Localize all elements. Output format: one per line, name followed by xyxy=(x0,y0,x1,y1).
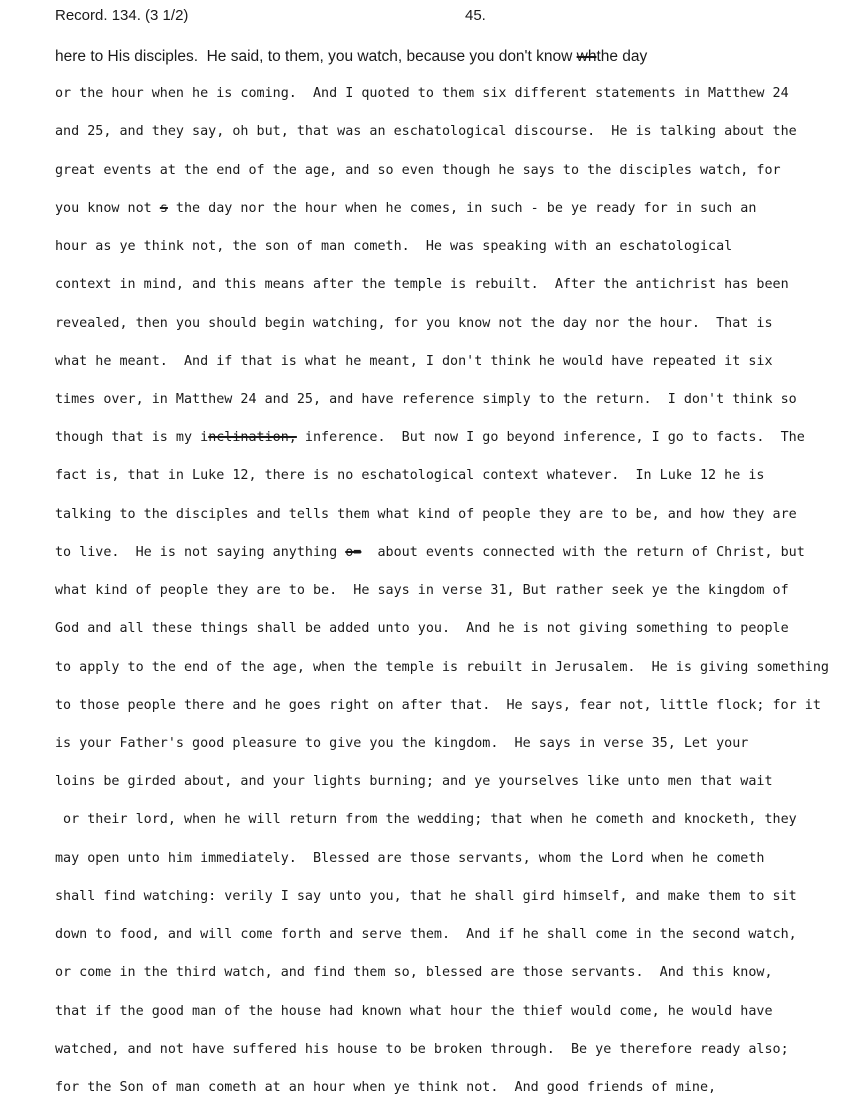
text-segment: or the hour when he is coming. And I quoted to them six different statements in Matthew 24 xyxy=(55,86,789,102)
text-segment: down to food, and will come forth and serve them. And if he shall come in the second watch, xyxy=(55,927,797,943)
text-segment: may open unto him immediately. Blessed are those servants, whom the Lord when he cometh xyxy=(55,850,765,866)
text-line xyxy=(55,239,732,254)
text-line xyxy=(55,889,797,904)
text-line xyxy=(55,621,789,636)
text-line xyxy=(55,698,821,713)
text-line xyxy=(55,354,773,369)
text-line xyxy=(55,201,756,216)
text-line xyxy=(55,48,647,66)
text-line xyxy=(55,124,797,139)
text-segment: for the Son of man cometh at an hour when ye think not. And good friends of mine, xyxy=(55,1079,717,1095)
text-segment: great events at the end of the age, and so even though he says to the disciples watch, for xyxy=(55,162,781,178)
text-segment: to apply to the end of the age, when the temple is rebuilt in Jerusalem. He is giving something xyxy=(55,659,829,675)
text-line xyxy=(55,545,805,560)
text-line xyxy=(55,927,797,942)
text-segment: to live. He is not saying anything xyxy=(55,544,346,560)
text-segment: what kind of people they are to be. He says in verse 31, But rather seek ye the kingdom of xyxy=(55,583,789,599)
text-line xyxy=(55,507,797,522)
text-segment: or their lord, when he will return from the wedding; that when he cometh and knocketh, they xyxy=(55,812,797,828)
text-line xyxy=(55,430,805,445)
text-segment: the day nor the hour when he comes, in such - be ye ready for in such an xyxy=(167,200,757,216)
struck-text: s xyxy=(159,200,168,216)
text-segment: God and all these things shall be added unto you. And he is not giving something to people xyxy=(55,621,789,637)
text-line xyxy=(55,316,773,331)
text-line xyxy=(55,774,773,789)
text-line xyxy=(55,583,789,598)
text-line xyxy=(55,1080,716,1095)
text-segment: or come in the third watch, and find them so, blessed are those servants. And this know, xyxy=(55,965,773,981)
text-segment: watched, and not have suffered his house to be broken through. Be ye therefore ready also; xyxy=(55,1041,789,1057)
text-segment: and 25, and they say, oh but, that was an eschatological discourse. He is talking about the xyxy=(55,124,797,140)
text-segment: that if the good man of the house had known what hour the thief would come, he would have xyxy=(55,1003,773,1019)
text-segment: talking to the disciples and tells them what kind of people they are to be, and how they are xyxy=(55,506,797,522)
text-segment: here to His disciples. He said, to them, you watch, because you don't know xyxy=(55,48,577,65)
struck-text: o= xyxy=(345,544,362,560)
text-segment: is your Father's good pleasure to give you the kingdom. He says in verse 35, Let your xyxy=(55,735,749,751)
text-segment: to those people there and he goes right on after that. He says, fear not, little flock; for it xyxy=(55,697,821,713)
text-line xyxy=(55,392,797,407)
text-line xyxy=(55,1004,773,1019)
text-segment: revealed, then you should begin watching, for you know not the day nor the hour. That is xyxy=(55,315,773,331)
text-segment: inference. But now I go beyond inference, I go to facts. The xyxy=(296,430,805,446)
text-line xyxy=(55,163,781,178)
text-line xyxy=(55,277,789,292)
text-segment: the day xyxy=(596,48,648,65)
text-segment: what he meant. And if that is what he meant, I don't think he would have repeated it six xyxy=(55,353,773,369)
record-header: Record. 134. (3 1/2) xyxy=(55,7,189,24)
text-segment: shall find watching: verily I say unto you, that he shall gird himself, and make them to sit xyxy=(55,888,797,904)
text-line xyxy=(55,660,829,675)
text-segment: loins be girded about, and your lights burning; and ye yourselves like unto men that wait xyxy=(55,774,773,790)
text-segment: though that is my i xyxy=(55,430,209,446)
struck-text: nclination, xyxy=(208,430,297,446)
text-segment: fact is, that in Luke 12, there is no eschatological context whatever. In Luke 12 he is xyxy=(55,468,765,484)
text-line xyxy=(55,86,789,101)
text-line xyxy=(55,468,764,483)
text-segment: hour as ye think not, the son of man cometh. He was speaking with an eschatological xyxy=(55,239,733,255)
text-line xyxy=(55,1042,789,1057)
text-line xyxy=(55,851,764,866)
text-segment: you know not xyxy=(55,200,160,216)
text-line xyxy=(55,736,748,751)
text-segment: context in mind, and this means after the temple is rebuilt. After the antichrist has been xyxy=(55,277,789,293)
text-line xyxy=(55,812,797,827)
page-number: 45. xyxy=(465,7,486,24)
struck-text: wh xyxy=(576,48,597,65)
text-segment: times over, in Matthew 24 and 25, and have reference simply to the return. I don't think so xyxy=(55,391,797,407)
text-segment: about events connected with the return of Christ, but xyxy=(361,544,805,560)
text-line xyxy=(55,965,773,980)
